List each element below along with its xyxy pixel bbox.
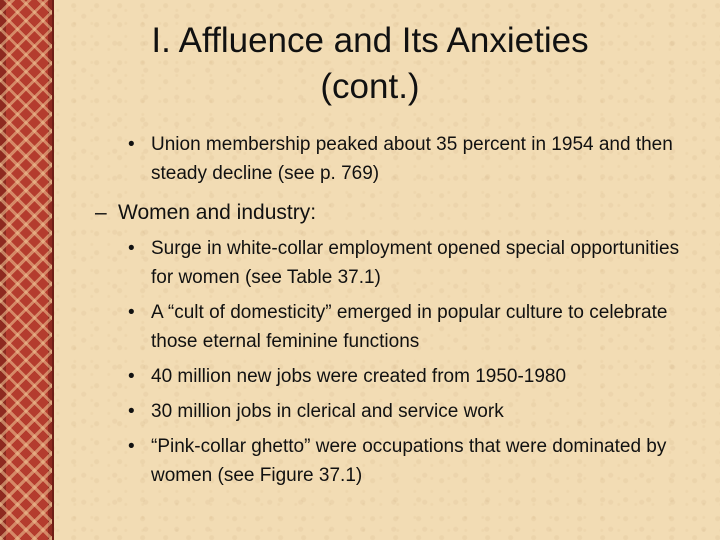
slide-title	[70, 18, 670, 110]
bullet-marker: •	[128, 401, 135, 422]
decorative-border	[0, 0, 54, 540]
section-heading-text: Women and industry:	[118, 201, 317, 224]
bullet-marker: •	[128, 238, 135, 259]
bullet-marker: •	[128, 366, 135, 387]
slide-body	[95, 130, 680, 496]
bullet-text: 40 million new jobs were created from 1950-1980	[151, 366, 567, 387]
bullet-marker: •	[128, 134, 135, 155]
bullet-clerical-jobs	[95, 397, 680, 426]
title-line-2: (cont.)	[320, 67, 420, 106]
bullet-text: 30 million jobs in clerical and service work	[151, 401, 504, 422]
bullet-new-jobs	[95, 362, 680, 391]
section-heading-women-industry	[95, 198, 680, 228]
bullet-union-membership	[95, 130, 680, 188]
title-line-1: I. Affluence and Its Anxieties	[151, 21, 589, 60]
bullet-text: Union membership peaked about 35 percent in 1954 and then steady decline (see p. 769)	[151, 134, 673, 184]
bullet-white-collar	[95, 234, 680, 292]
bullet-text: “Pink-collar ghetto” were occupations that were dominated by women (see Figure 37.1)	[151, 436, 667, 486]
dash-marker: –	[95, 201, 107, 224]
bullet-marker: •	[128, 436, 135, 457]
bullet-text: Surge in white-collar employment opened special opportunities for women (see Table 37.1)	[151, 238, 680, 288]
bullet-text: A “cult of domesticity” emerged in popular culture to celebrate those eternal feminine functions	[151, 302, 668, 352]
bullet-marker: •	[128, 302, 135, 323]
bullet-pink-collar	[95, 432, 680, 490]
bullet-cult-of-domesticity	[95, 298, 680, 356]
